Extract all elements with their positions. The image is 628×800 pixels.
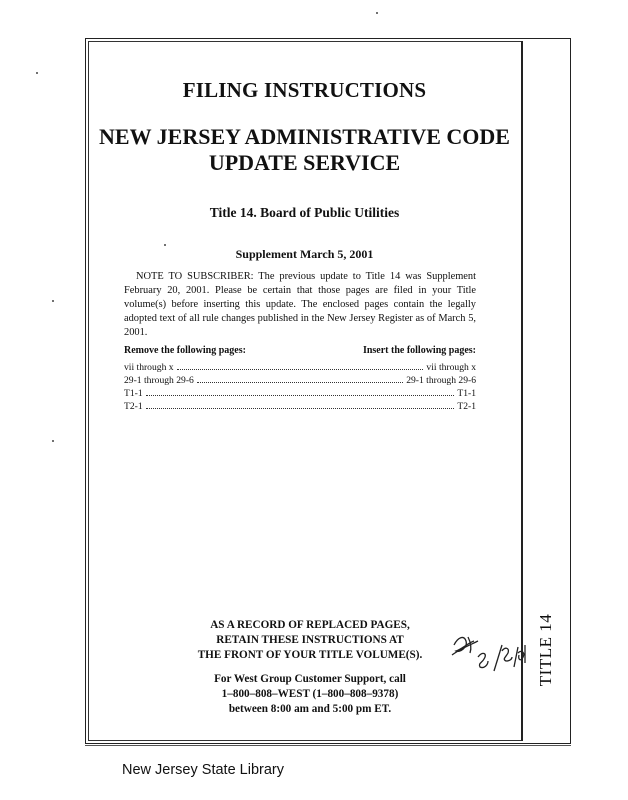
page-title: FILING INSTRUCTIONS [182,78,427,102]
scan-speck [36,72,38,74]
remove-cell: T2-1 [124,401,143,412]
dot-leader [146,386,455,396]
title-tab [528,590,564,710]
pages-table-header [124,345,476,356]
scan-speck [52,300,54,302]
bottom-rule [85,745,571,746]
record-line1: AS A RECORD OF REPLACED PAGES, [210,619,410,631]
table-row [124,373,476,386]
support-line1: For West Group Customer Support, call [214,673,406,685]
dot-leader [197,373,403,383]
code-heading-line1: NEW JERSEY ADMINISTRATIVE CODE [99,124,510,149]
dot-leader [146,399,455,409]
subscriber-note-text: NOTE TO SUBSCRIBER: The previous update to Title 14 was Supplement February 20, 2001. Please be certain that those pages are filed in your Title volume(s) before inserting this update. The enclosed pages contain the legally adopted text of all rule changes published in the New Jersey Register as of March 5, 2001. [124,271,476,338]
title-subtitle: Title 14. Board of Public Utilities [209,205,400,220]
dot-leader [177,360,424,370]
scan-speck [52,440,54,442]
handwritten-signature [448,627,528,677]
remove-cell: vii through x [124,362,174,373]
record-instructions [170,618,450,663]
code-heading [88,124,521,176]
remove-cell: 29-1 through 29-6 [124,375,194,386]
scan-speck [164,244,166,246]
support-line2: 1–800–808–WEST (1–800–808–9378) [221,688,399,700]
support-line3: between 8:00 am and 5:00 pm ET. [228,703,392,715]
record-line2: RETAIN THESE INSTRUCTIONS AT [216,634,404,646]
insert-header: Insert the following pages: [362,345,476,356]
insert-cell: T2-1 [457,401,476,412]
customer-support [170,672,450,717]
subscriber-note [124,270,476,340]
insert-cell: T1-1 [457,388,476,399]
supplement-date: Supplement March 5, 2001 [235,247,374,261]
code-heading-line2: UPDATE SERVICE [208,150,401,175]
pages-table [124,360,476,412]
table-row [124,360,476,373]
title-tab-label: TITLE 14 [536,613,555,687]
remove-header: Remove the following pages: [124,345,246,356]
table-row [124,399,476,412]
scan-speck [376,12,378,14]
table-row [124,386,476,399]
insert-cell: vii through x [426,362,476,373]
remove-cell: T1-1 [124,388,143,399]
insert-cell: 29-1 through 29-6 [406,375,476,386]
record-line3: THE FRONT OF YOUR TITLE VOLUME(S). [197,649,423,661]
library-stamp: New Jersey State Library [122,762,284,778]
